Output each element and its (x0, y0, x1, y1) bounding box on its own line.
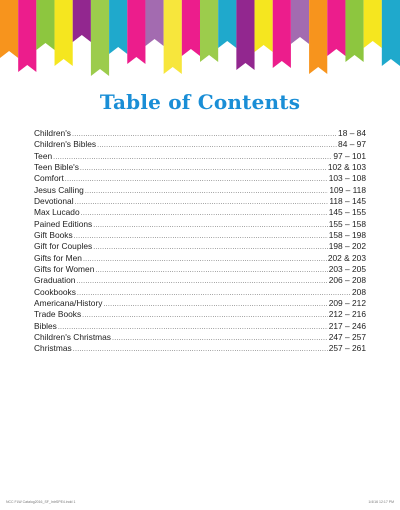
toc-entry (34, 309, 366, 320)
toc-entry-pages: 247 – 257 (328, 331, 366, 342)
ribbon-14 (236, 0, 254, 70)
ribbon-21 (364, 0, 382, 48)
print-footer (6, 500, 394, 508)
toc-entry-pages: 198 – 202 (328, 241, 366, 252)
ribbon-11 (182, 0, 200, 56)
toc-entry (34, 207, 366, 218)
toc-leader-dots (73, 344, 328, 355)
ribbon-16 (273, 0, 291, 68)
toc-entry-name: Max Lucado (34, 207, 80, 218)
ribbon-17 (291, 0, 309, 44)
ribbon-22 (382, 0, 400, 66)
page-title: Table of Contents (99, 90, 301, 114)
toc-entry-pages: 257 – 261 (328, 343, 366, 354)
ribbon-18 (309, 0, 327, 74)
toc-entry-name: Cookbooks (34, 286, 76, 297)
toc-entry-pages: 155 – 158 (328, 218, 366, 229)
toc-entry-pages: 145 – 155 (328, 207, 366, 218)
toc-leader-dots (112, 333, 328, 344)
toc-leader-dots (85, 186, 329, 197)
toc-entry-pages: 84 – 97 (338, 139, 366, 150)
toc-entry (34, 287, 366, 298)
toc-entry-name: Teen Bible's (34, 161, 79, 172)
toc-entry-name: Gifts for Women (34, 263, 95, 274)
toc-entry-name: Devotional (34, 195, 74, 206)
toc-leader-dots (83, 254, 327, 265)
toc-entry (34, 151, 366, 162)
ribbon-19 (327, 0, 345, 56)
toc-entry-pages: 208 (352, 286, 366, 297)
toc-leader-dots (81, 208, 328, 219)
footer-file-info: NCC FLW Catalog2016_SF_IntrSPE4.indd 1 (6, 500, 76, 504)
toc-entry-name: Children's Bibles (34, 139, 97, 150)
toc-entry-pages: 18 – 84 (338, 128, 366, 138)
toc-leader-dots (80, 163, 327, 174)
ribbon-13 (218, 0, 236, 48)
toc-leader-dots (53, 152, 332, 163)
ribbon-8 (127, 0, 145, 64)
toc-entry (34, 173, 366, 184)
toc-entry-pages: 209 – 212 (328, 297, 366, 308)
toc-entry-pages: 212 – 216 (328, 309, 366, 320)
toc-entry (34, 162, 366, 173)
toc-entry-name: Gift for Couples (34, 241, 93, 252)
toc-entry (34, 219, 366, 230)
toc-entry-name: Americana/History (34, 297, 103, 308)
ribbon-20 (345, 0, 363, 62)
decorative-ribbon-banner (0, 0, 400, 82)
footer-timestamp: 1/4/16 12:17 PM (368, 500, 394, 504)
toc-entry-name: Trade Books (34, 309, 82, 320)
toc-leader-dots (75, 197, 329, 208)
toc-leader-dots (65, 174, 328, 185)
table-of-contents-list (34, 128, 366, 355)
toc-leader-dots (74, 231, 328, 242)
toc-leader-dots (93, 220, 328, 231)
toc-entry-pages: 203 – 205 (328, 263, 366, 274)
ribbon-1 (0, 0, 18, 58)
ribbon-10 (164, 0, 182, 74)
toc-entry-pages: 206 – 208 (328, 275, 366, 286)
toc-entry-name: Gift Books (34, 229, 73, 240)
toc-entry-name: Graduation (34, 275, 76, 286)
ribbon-12 (200, 0, 218, 62)
toc-entry-pages: 103 – 108 (328, 173, 366, 184)
toc-entry-pages: 109 – 118 (329, 184, 366, 195)
toc-leader-dots (72, 129, 337, 140)
toc-entry-name: Children's Christmas (34, 331, 111, 342)
toc-entry (34, 185, 366, 196)
toc-entry (34, 264, 366, 275)
toc-entry-pages: 158 – 198 (328, 229, 366, 240)
toc-entry-pages: 97 – 101 (333, 150, 366, 161)
ribbon-7 (109, 0, 127, 54)
toc-entry-pages: 102 & 103 (327, 161, 366, 172)
toc-entry-name: Teen (34, 150, 53, 161)
toc-entry (34, 332, 366, 343)
toc-entry (34, 343, 366, 354)
toc-entry (34, 321, 366, 332)
toc-entry-pages: 202 & 203 (327, 252, 366, 263)
toc-leader-dots (103, 299, 327, 310)
toc-entry-pages: 118 – 145 (329, 195, 366, 206)
toc-entry (34, 275, 366, 286)
toc-entry-name: Gifts for Men (34, 252, 82, 263)
toc-entry-name: Bibles (34, 320, 57, 331)
ribbon-15 (255, 0, 273, 52)
toc-entry-name: Comfort (34, 173, 64, 184)
toc-entry (34, 298, 366, 309)
toc-entry (34, 230, 366, 241)
ribbon-graphic (0, 0, 400, 82)
ribbon-9 (145, 0, 163, 46)
toc-leader-dots (93, 242, 328, 253)
toc-entry-name: Pained Editions (34, 218, 93, 229)
toc-entry-name: Children's (34, 128, 71, 138)
toc-leader-dots (95, 265, 327, 276)
toc-entry (34, 241, 366, 252)
toc-entry-name: Christmas (34, 343, 72, 354)
toc-entry (34, 253, 366, 264)
toc-leader-dots (77, 288, 351, 299)
toc-leader-dots (97, 140, 337, 151)
toc-leader-dots (82, 310, 328, 321)
toc-leader-dots (76, 276, 327, 287)
ribbon-6 (91, 0, 109, 76)
ribbon-3 (36, 0, 54, 50)
ribbon-4 (55, 0, 73, 66)
toc-entry (34, 128, 366, 139)
ribbon-2 (18, 0, 36, 72)
toc-entry-pages: 217 – 246 (328, 320, 366, 331)
toc-entry (34, 196, 366, 207)
ribbon-5 (73, 0, 91, 42)
toc-entry (34, 139, 366, 150)
toc-entry-name: Jesus Calling (34, 184, 84, 195)
